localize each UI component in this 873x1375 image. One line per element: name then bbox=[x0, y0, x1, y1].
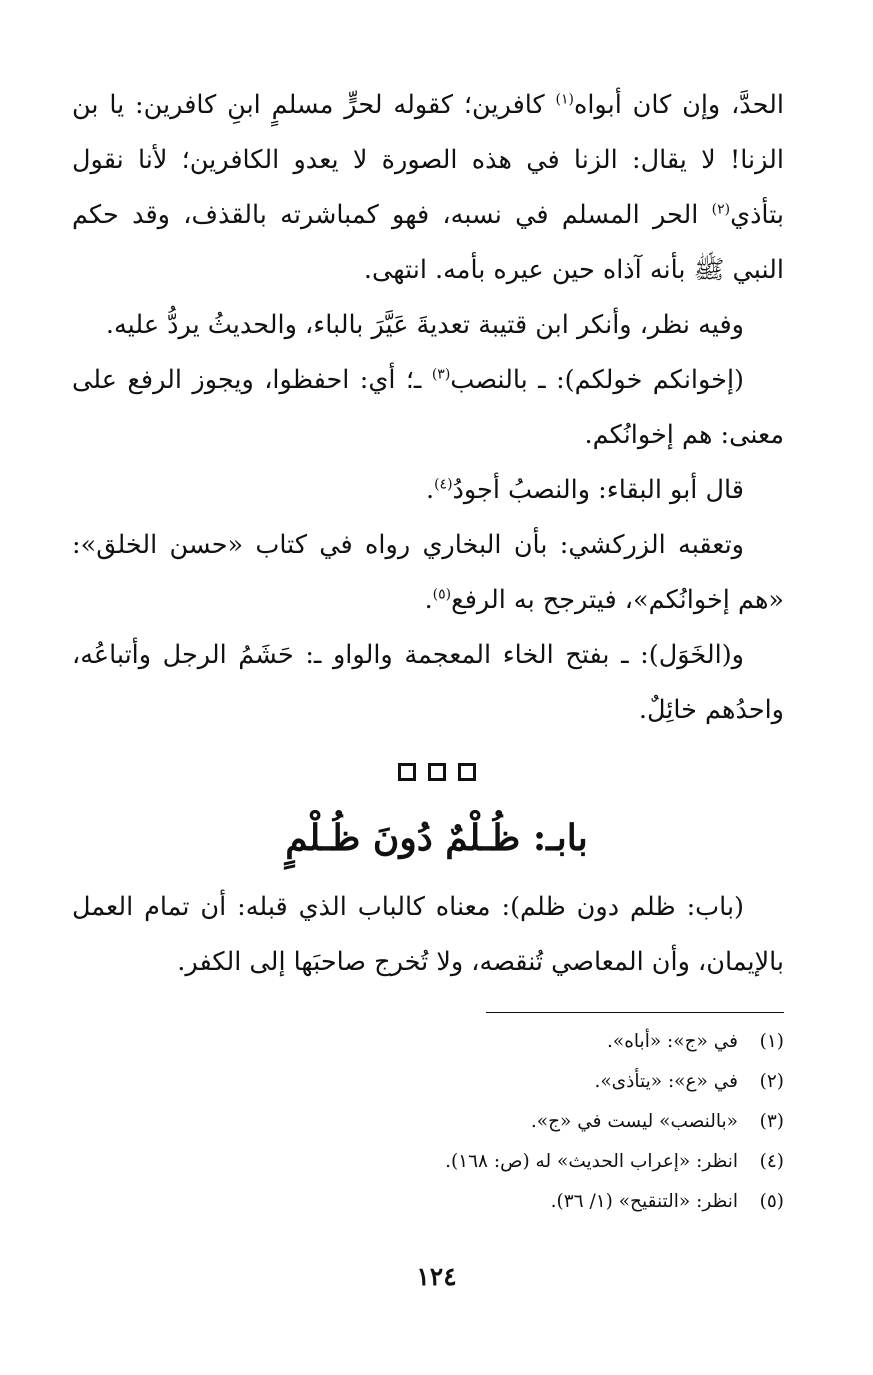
text-run: وتعقبه الزركشي: بأن البخاري رواه في كتاب «حسن الخلق»: «هم إخوانُكم»، فيترجح به الرفع bbox=[72, 530, 784, 615]
paragraph-7: (باب: ظلم دون ظلم): معناه كالباب الذي قبله: أن تمام العمل بالإيمان، وأن المعاصي تُنقصه، ولا تُخرج صاحبَها إلى الكفر. bbox=[72, 892, 784, 977]
footnote-text: في «ع»: «يتأذى». bbox=[594, 1071, 738, 1092]
text-run: الحدَّ، وإن كان أبواه bbox=[573, 90, 784, 120]
footnote-text: «بالنصب» ليست في «ج». bbox=[530, 1111, 738, 1132]
text-run: (إخوانكم خولكم): ـ بالنصب bbox=[450, 365, 744, 395]
footnote-ref-3[interactable]: (٣) bbox=[431, 366, 451, 383]
paragraph-6: و(الخَوَل): ـ بفتح الخاء المعجمة والواو ـ: حَشَمُ الرجل وأتباعُه، واحدُهم خائِلٌ. bbox=[72, 640, 784, 725]
main-text bbox=[72, 78, 784, 738]
footnote-text: انظر: «التنقيح» (١/ ٣٦). bbox=[550, 1191, 738, 1212]
footnote-number: (١) bbox=[759, 1031, 784, 1052]
paragraph-2: وفيه نظر، وأنكر ابن قتيبة تعديةَ عَيَّرَ بالباء، والحديثُ يردُّ عليه. bbox=[105, 310, 744, 340]
footnote-number: (٢) bbox=[759, 1071, 784, 1092]
text-run: ـ؛ أي: احفظوا، ويجوز الرفع على معنى: هم إخوانُكم. bbox=[72, 365, 784, 450]
square-ornament-icon bbox=[428, 763, 446, 781]
text-run: . bbox=[425, 475, 435, 505]
paragraph-1 bbox=[72, 78, 784, 298]
text-run: قال أبو البقاء: والنصبُ أجودُ bbox=[452, 475, 744, 505]
paragraph-4 bbox=[72, 463, 784, 518]
footnote-text: في «ج»: «أباه». bbox=[607, 1031, 738, 1052]
footnote-3 bbox=[72, 1102, 784, 1142]
square-ornament-icon bbox=[398, 763, 416, 781]
footnote-number: (٣) bbox=[759, 1111, 784, 1132]
page-number: ١٢٤ bbox=[416, 1262, 457, 1291]
paragraph-5 bbox=[72, 518, 784, 628]
text-run: . bbox=[424, 585, 433, 615]
chapter-title: بابـ: ظُـلْمٌ دُونَ ظُـلْمٍ bbox=[285, 817, 588, 859]
footnote-number: (٤) bbox=[759, 1151, 784, 1172]
footnote-4 bbox=[72, 1142, 784, 1182]
footnote-number: (٥) bbox=[759, 1191, 784, 1212]
footnote-separator bbox=[486, 1012, 784, 1013]
footnote-ref-4[interactable]: (٤) bbox=[434, 476, 453, 493]
footnote-1 bbox=[72, 1022, 784, 1062]
footnotes bbox=[72, 1022, 784, 1222]
section-divider bbox=[0, 757, 873, 787]
footnote-ref-5[interactable]: (٥) bbox=[432, 586, 452, 603]
square-ornament-icon bbox=[458, 763, 476, 781]
footnote-text: انظر: «إعراب الحديث» له (ص: ١٦٨). bbox=[445, 1151, 738, 1172]
text-run: كافرين؛ كقوله لحرٍّ مسلمٍ ابنِ كافرين: يا بن الزنا! لا يقال: الزنا في هذه الصورة لا يعدو الكافرين؛ لأنا نقول بتأذي bbox=[72, 90, 784, 230]
paragraph-3 bbox=[72, 353, 784, 463]
chapter-text bbox=[72, 880, 784, 990]
text-run: الحر المسلم في نسبه، فهو كمباشرته بالقذف، وقد حكم النبي ﷺ بأنه آذاه حين عيره بأمه. انتهى. bbox=[72, 200, 784, 285]
footnote-ref-2[interactable]: (٢) bbox=[711, 201, 731, 218]
footnote-ref-1[interactable]: (١) bbox=[555, 91, 574, 108]
footnote-2 bbox=[72, 1062, 784, 1102]
footnote-5 bbox=[72, 1182, 784, 1222]
